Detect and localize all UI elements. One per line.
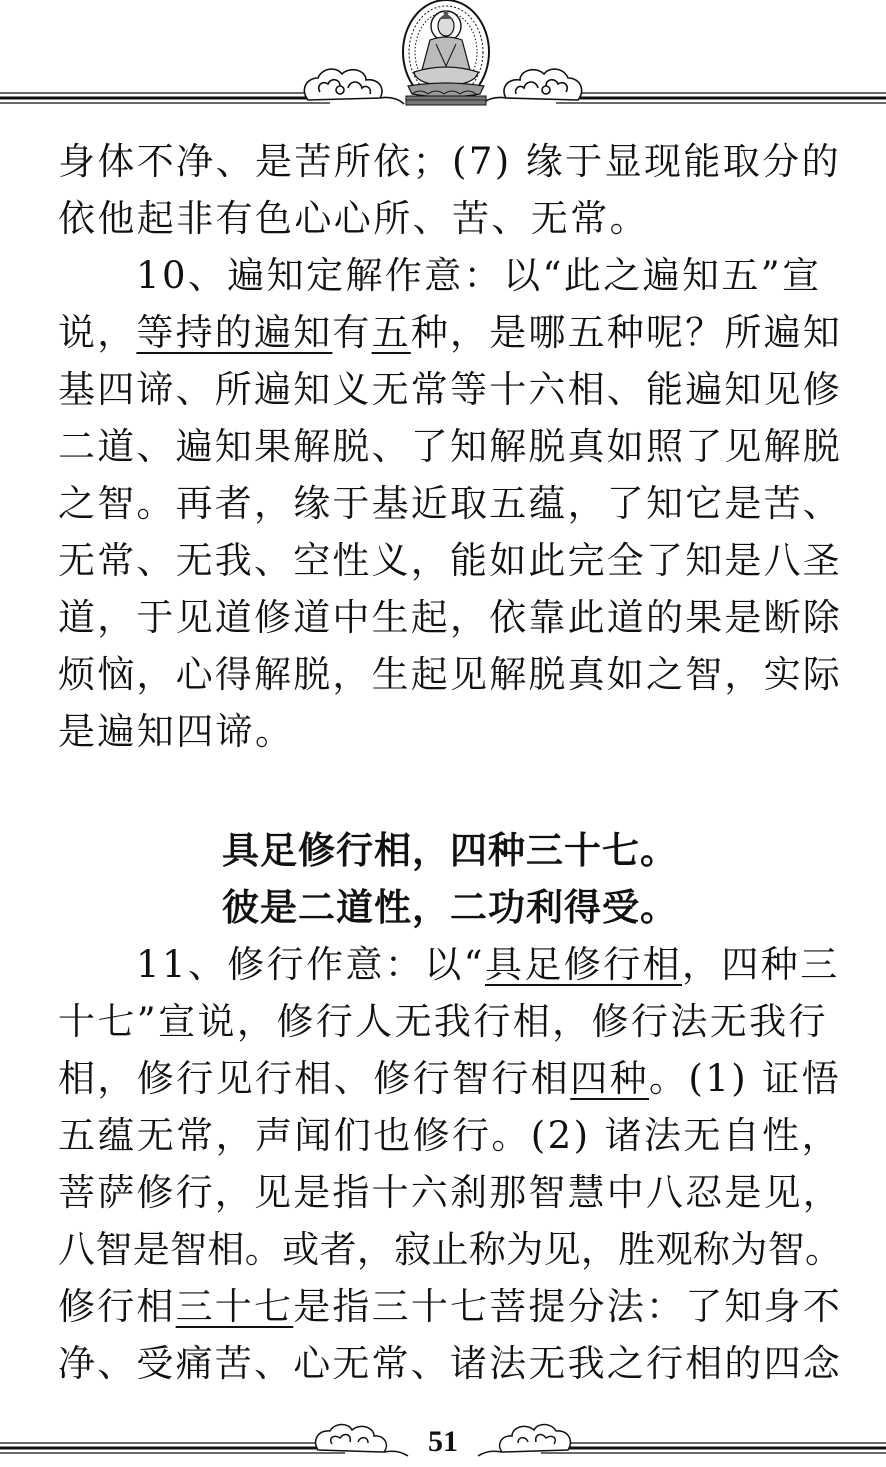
text-segment: 道，于见道修道中生起，依靠此道的果是断除 [58, 596, 842, 639]
text-segment: 相，修行见行相、修行智行相 [58, 1057, 571, 1100]
text-line [58, 1221, 842, 1278]
text-block-before-verse [58, 133, 842, 760]
text-line [58, 133, 842, 190]
text-segment: 二道、遍知果解脱、了知解脱真如照了见解脱 [58, 425, 842, 468]
text-segment: 烦恼，心得解脱，生起见解脱真如之智，实际 [58, 653, 842, 696]
text-segment: 。(1) 证悟 [649, 1057, 841, 1100]
text-segment: 基四谛、所遍知义无常等十六相、能遍知见修 [58, 368, 842, 411]
page-header [0, 0, 886, 115]
text-line [58, 1050, 842, 1107]
text-segment: 有 [332, 311, 372, 354]
section-gap [58, 760, 842, 822]
text-line [58, 703, 842, 760]
text-segment: 11、修行作意：以“ [136, 943, 485, 986]
text-line [58, 475, 842, 532]
text-segment: 10、遍知定解作意：以“此之遍知五”宣 [136, 254, 822, 297]
text-block-after-verse [58, 936, 842, 1392]
text-segment: 无常、无我、空性义，能如此完全了知是八圣 [58, 539, 842, 582]
text-line [58, 1164, 842, 1221]
underlined-term: 五 [371, 311, 411, 354]
text-line [58, 589, 842, 646]
page-number: 51 [428, 1425, 458, 1458]
underlined-term: 四种 [570, 1057, 650, 1100]
text-line [58, 247, 842, 304]
cloud-scroll-ornament-icon [482, 69, 582, 104]
text-segment: 八智是智相。或者，寂止称为见，胜观称为智。 [58, 1228, 843, 1271]
text-line [58, 1278, 842, 1335]
text-line [58, 532, 842, 589]
text-line [58, 418, 842, 475]
cloud-scroll-ornament-icon [304, 69, 404, 104]
text-segment: 是指三十七菩提分法：了知身不 [293, 1285, 843, 1328]
text-segment: 身体不净、是苦所依；(7) 缘于显现能取分的 [58, 140, 841, 183]
buddha-figure-icon [403, 0, 489, 105]
text-segment: 净、受痛苦、心无常、诸法无我之行相的四念 [58, 1342, 842, 1385]
text-segment: 之智。再者，缘于基近取五蕴，了知它是苦、 [58, 482, 842, 525]
text-line [58, 190, 842, 247]
page-body [58, 133, 842, 1392]
text-line [58, 646, 842, 703]
underlined-term: 三十七 [175, 1285, 294, 1328]
cloud-scroll-ornament-icon [316, 1424, 408, 1456]
underlined-term: 等持的遍知 [136, 311, 333, 354]
text-line [58, 1335, 842, 1392]
text-segment: 是遍知四谛。 [58, 710, 295, 753]
text-segment: ，四种三 [682, 943, 840, 986]
underlined-term: 具足修行相 [485, 943, 682, 986]
text-segment: 菩萨修行，见是指十六刹那智慧中八忍是见， [58, 1171, 842, 1214]
verse-block [58, 822, 842, 936]
text-line [58, 1107, 842, 1164]
text-segment: 依他起非有色心心所、苦、无常。 [58, 197, 649, 240]
text-line [58, 993, 842, 1050]
text-line [58, 936, 842, 993]
cloud-scroll-ornament-icon [478, 1424, 570, 1456]
verse-line: 具足修行相，四种三十七。 [222, 829, 678, 872]
text-segment: 种，是哪五种呢？所遍知 [410, 311, 843, 354]
verse-line: 彼是二道性，二功利得受。 [222, 886, 678, 929]
text-segment: 修行相 [58, 1285, 176, 1328]
text-segment: 十七”宣说，修行人无我行相，修行法无我行 [58, 1000, 828, 1043]
text-segment: 说， [58, 311, 137, 354]
text-line [58, 304, 842, 361]
text-segment: 五蕴无常，声闻们也修行。(2) 诸法无自性， [58, 1114, 841, 1157]
text-line [58, 361, 842, 418]
